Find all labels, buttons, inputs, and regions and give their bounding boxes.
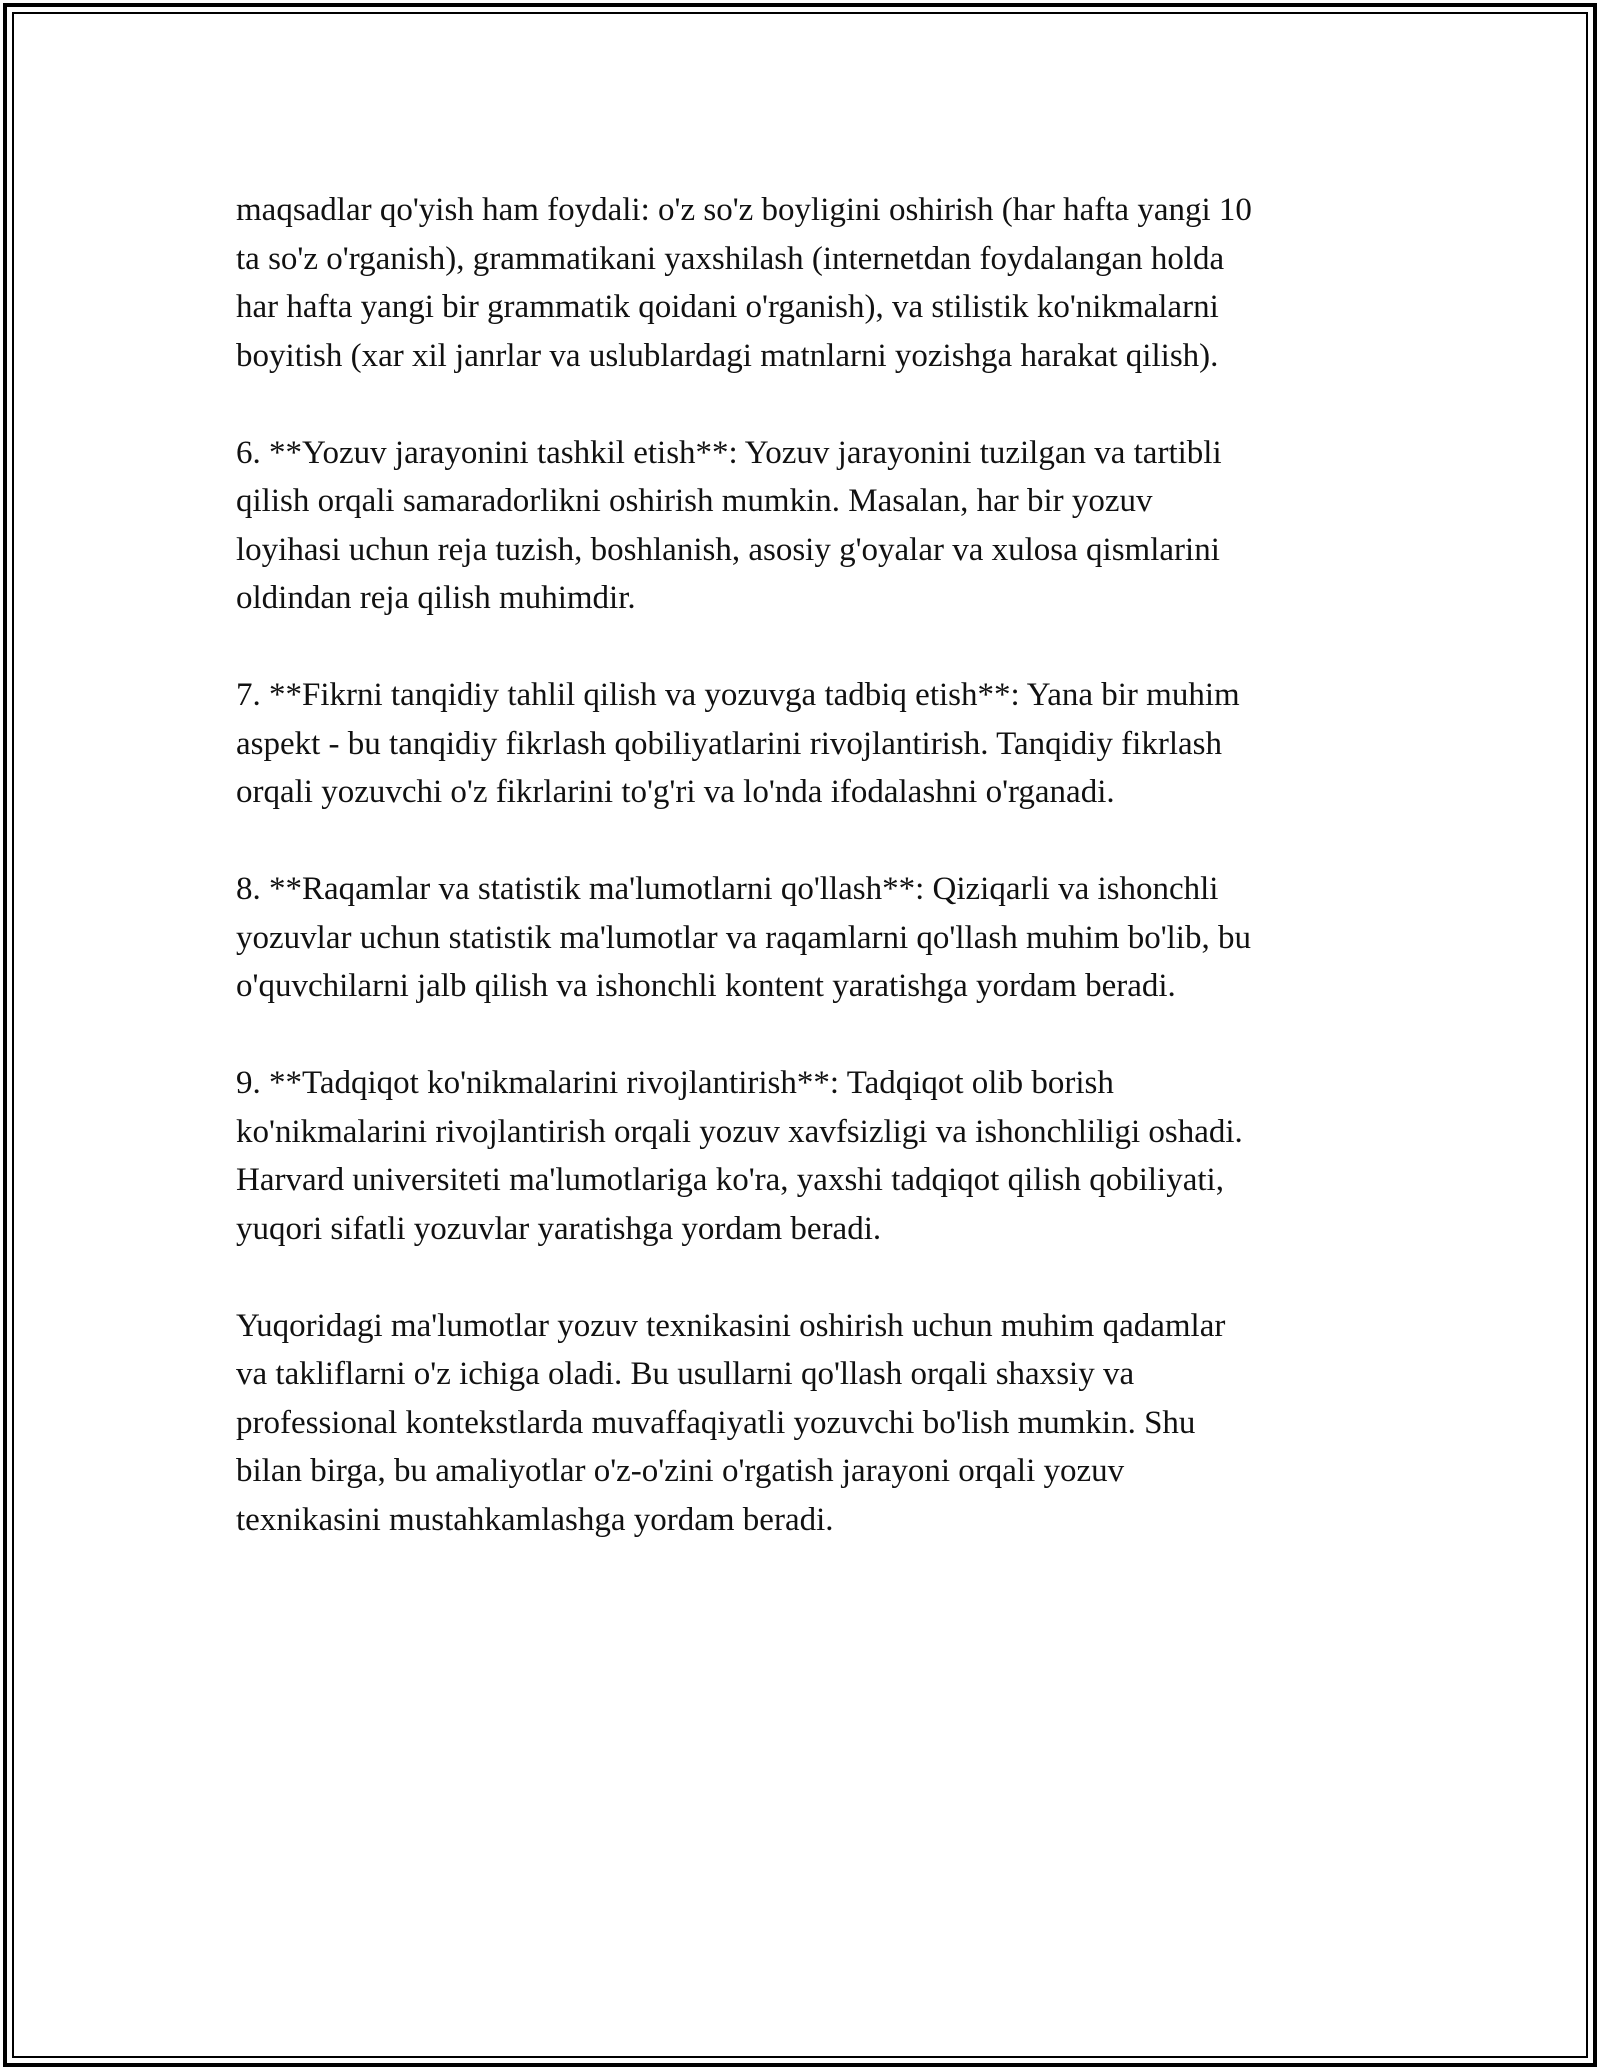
text-line: Yuqoridagi ma'lumotlar yozuv texnikasini oshirish uchun muhim qadamlar — [236, 1307, 1226, 1344]
text-line: texnikasini mustahkamlashga yordam beradi. — [236, 1501, 834, 1538]
text-line: har hafta yangi bir grammatik qoidani o'rganish), va stilistik ko'nikmalarni — [236, 289, 1219, 325]
text-line: boyitish (xar xil janrlar va uslublardagi matnlarni yozishga harakat qilish). — [236, 337, 1219, 374]
paragraph-item-7 — [236, 671, 1386, 817]
text-line: 8. **Raqamlar va statistik ma'lumotlarni qo'llash**: Qiziqarli va ishonchli — [236, 871, 1219, 907]
paragraph-item-9 — [236, 1059, 1386, 1253]
text-line: oldindan reja qilish muhimdir. — [236, 580, 636, 616]
text-line: 9. **Tadqiqot ko'nikmalarini rivojlantirish**: Tadqiqot olib borish — [236, 1065, 1114, 1101]
text-line: maqsadlar qo'yish ham foydali: o'z so'z boyligini oshirish (har hafta yangi 10 — [236, 192, 1252, 228]
text-line: qilish orqali samaradorlikni oshirish mumkin. Masalan, har bir yozuv — [236, 483, 1153, 519]
text-line: ko'nikmalarini rivojlantirish orqali yozuv xavfsizligi va ishonchliligi oshadi. — [236, 1113, 1243, 1150]
paragraph-goals-continuation — [236, 186, 1386, 380]
text-line: ta so'z o'rganish), grammatikani yaxshilash (internetdan foydalangan holda — [236, 240, 1225, 277]
text-line: yozuvlar uchun statistik ma'lumotlar va raqamlarni qo'llash muhim bo'lib, bu — [236, 919, 1251, 956]
text-line: yuqori sifatli yozuvlar yaratishga yordam beradi. — [236, 1210, 882, 1247]
paragraph-conclusion — [236, 1302, 1386, 1545]
text-line: bilan birga, bu amaliyotlar o'z-o'zini o'rgatish jarayoni orqali yozuv — [236, 1453, 1125, 1489]
text-line: o'quvchilarni jalb qilish va ishonchli kontent yaratishga yordam beradi. — [236, 968, 1176, 1004]
text-line: va takliflarni o'z ichiga oladi. Bu usullarni qo'llash orqali shaxsiy va — [236, 1356, 1135, 1392]
text-line: Harvard universiteti ma'lumotlariga ko'ra, yaxshi tadqiqot qilish qobiliyati, — [236, 1162, 1224, 1198]
text-line: professional kontekstlarda muvaffaqiyatli yozuvchi bo'lish mumkin. Shu — [236, 1404, 1196, 1441]
text-line: 7. **Fikrni tanqidiy tahlil qilish va yozuvga tadbiq etish**: Yana bir muhim — [236, 677, 1240, 713]
document-body — [236, 186, 1386, 1593]
text-line: loyihasi uchun reja tuzish, boshlanish, asosiy g'oyalar va xulosa qismlarini — [236, 531, 1220, 568]
text-line: aspekt - bu tanqidiy fikrlash qobiliyatlarini rivojlantirish. Tanqidiy fikrlash — [236, 725, 1222, 762]
paragraph-item-8 — [236, 865, 1386, 1011]
paragraph-item-6 — [236, 429, 1386, 623]
text-line: 6. **Yozuv jarayonini tashkil etish**: Yozuv jarayonini tuzilgan va tartibli — [236, 434, 1222, 471]
text-line: orqali yozuvchi o'z fikrlarini to'g'ri va lo'nda ifodalashni o'rganadi. — [236, 774, 1115, 810]
